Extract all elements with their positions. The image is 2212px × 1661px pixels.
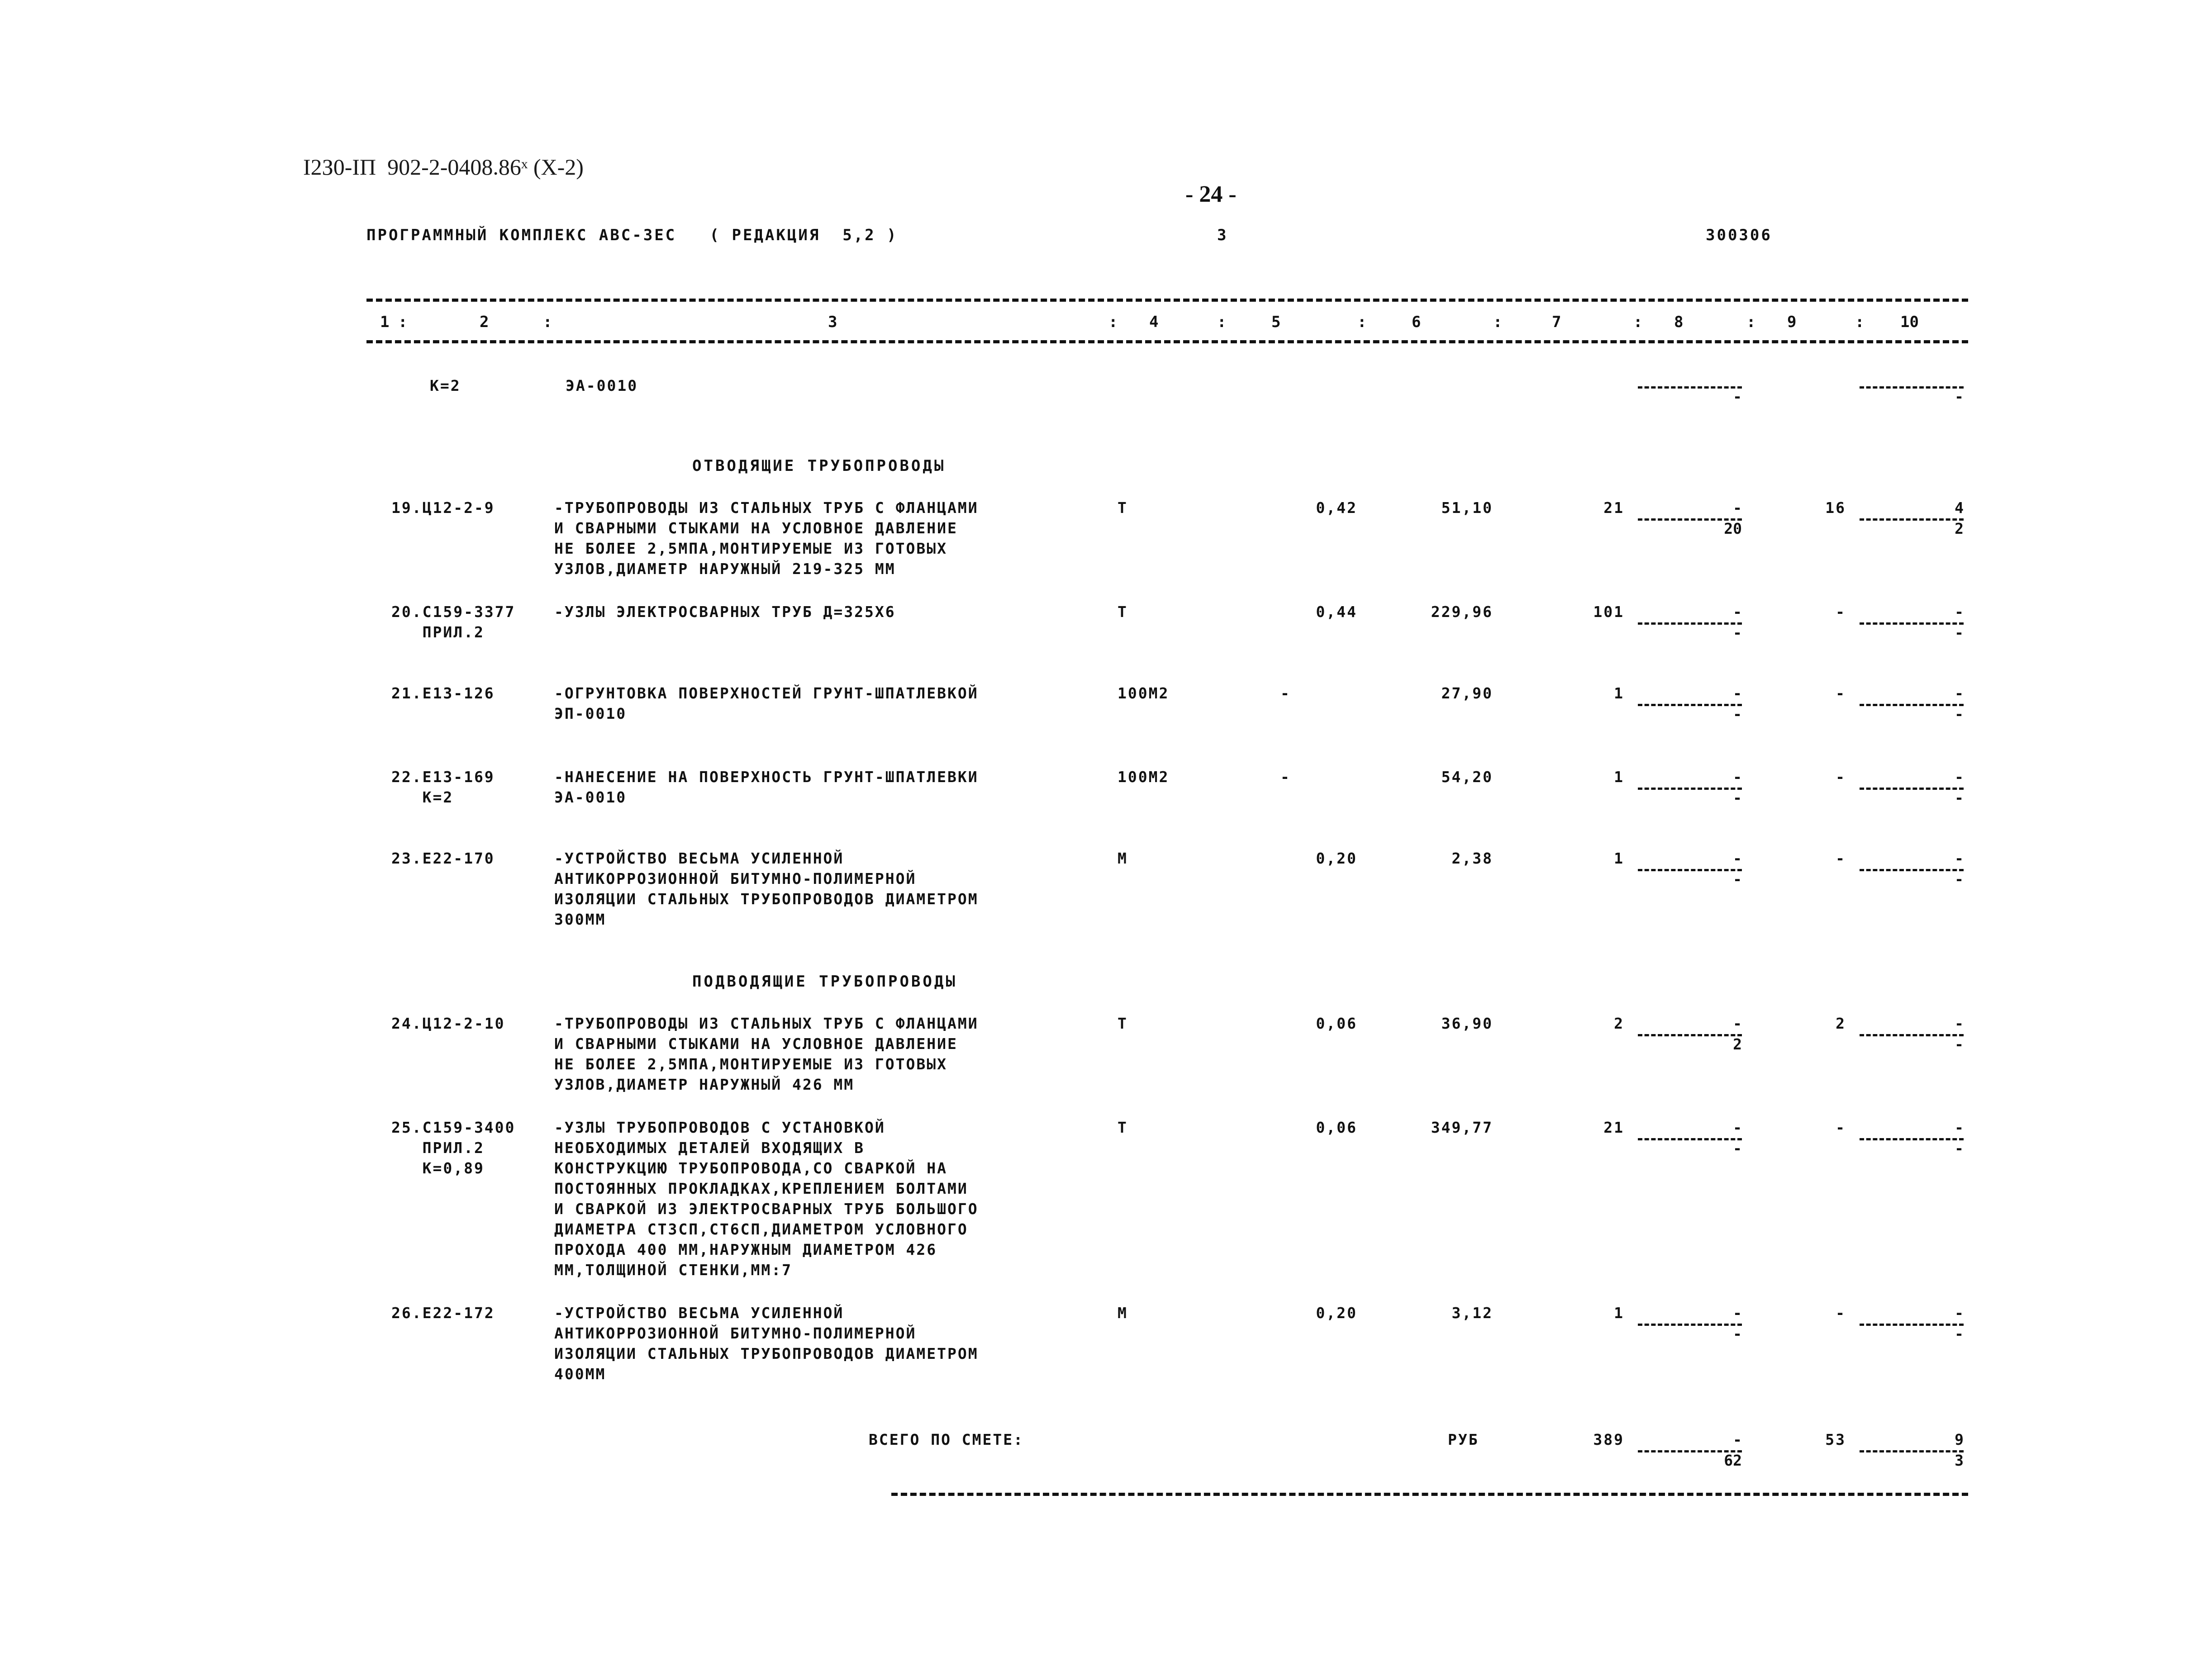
column-header-8: 8 (1674, 313, 1684, 331)
column-separator: : (398, 313, 408, 331)
row-col6: 349,77 (1431, 1119, 1493, 1136)
total-rule (891, 1493, 1968, 1496)
row-col6: 51,10 (1441, 499, 1493, 517)
row-col8: - 20 (1638, 498, 1742, 543)
section-title-inlet: ПОДВОДЯЩИЕ ТРУБОПРОВОДЫ (692, 973, 957, 991)
column-separator: : (543, 313, 552, 331)
row-col8: - - (1638, 1117, 1742, 1163)
column-separator: : (1108, 313, 1118, 331)
row-description: -УЗЛЫ ЭЛЕКТРОСВАРНЫХ ТРУБ Д=325Х6 (554, 603, 896, 621)
row-col7: 1 (1614, 1304, 1624, 1322)
section-title-outlet: ОТВОДЯЩИЕ ТРУБОПРОВОДЫ (692, 457, 946, 475)
program-title: ПРОГРАММНЫЙ КОМПЛЕКС АВС-3ЕС ( РЕДАКЦИЯ 5,2 ) (366, 226, 898, 244)
row-col8: - - (1638, 767, 1742, 812)
row-col9: 2 (1836, 1015, 1846, 1032)
row-col9: 16 (1825, 499, 1846, 517)
row-description: -УЗЛЫ ТРУБОПРОВОДОВ С УСТАНОВКОЙ НЕОБХОДИМЫХ ДЕТАЛЕЙ ВХОДЯЩИХ В КОНСТРУКЦИЮ ТРУБОПРОВОДА,СО СВАРКОЙ НА ПОСТОЯННЫХ ПРОКЛАДКАХ,КРЕПЛЕНИЕМ БОЛТАМИ И СВАРКОЙ ИЗ ЭЛЕКТРОСВАРНЫХ ТРУБ БОЛЬШОГО ДИАМЕТРА СТЗСП,СТ6СП,ДИАМЕТРОМ УСЛОВНОГО ПРОХОДА 400 ММ,НАРУЖНЫМ ДИАМЕТРОМ 426 ММ,ТОЛЩИНОЙ СТЕНКИ,ММ:7 (554, 1119, 979, 1279)
row-col9: - (1836, 603, 1846, 621)
table-top-rule (366, 299, 1968, 302)
carryover-col8: - (1638, 365, 1742, 411)
row-description: -НАНЕСЕНИЕ НА ПОВЕРХНОСТЬ ГРУНТ-ШПАТЛЕВКИ ЭА-0010 (554, 768, 979, 806)
column-header-2: 2 (480, 313, 489, 331)
table-header-rule (366, 340, 1968, 343)
column-header-7: 7 (1552, 313, 1561, 331)
carryover-code: К=2 (430, 377, 461, 394)
row-unit: Т (1118, 603, 1128, 621)
carryover-col10: - (1860, 365, 1964, 411)
column-separator: : (1633, 313, 1643, 331)
column-header-3: 3 (828, 313, 837, 331)
total-label: ВСЕГО ПО СМЕТЕ: (869, 1431, 1024, 1448)
row-col7: 1 (1614, 684, 1624, 702)
row-code: 24.Ц12-2-10 (391, 1015, 505, 1032)
page-number: - 24 - (1185, 181, 1237, 207)
column-header-10: 10 (1900, 313, 1919, 331)
column-separator: : (1855, 313, 1865, 331)
row-description: -УСТРОЙСТВО ВЕСЬМА УСИЛЕННОЙ АНТИКОРРОЗИОННОЙ БИТУМНО-ПОЛИМЕРНОЙ ИЗОЛЯЦИИ СТАЛЬНЫХ ТРУБОПРОВОДОВ ДИАМЕТРОМ 300ММ (554, 849, 979, 928)
column-header-9: 9 (1787, 313, 1797, 331)
row-description: -ОГРУНТОВКА ПОВЕРХНОСТЕЙ ГРУНТ-ШПАТЛЕВКОЙ ЭП-0010 (554, 684, 979, 722)
row-col8: - 2 (1638, 1013, 1742, 1058)
row-col6: 27,90 (1441, 684, 1493, 702)
row-col10: - - (1860, 602, 1964, 647)
row-col5: 0,06 (1316, 1015, 1357, 1032)
row-col5: - (1280, 768, 1291, 786)
row-col6: 54,20 (1441, 768, 1493, 786)
row-code: 26.Е22-172 (391, 1304, 495, 1322)
row-col9: - (1836, 1304, 1846, 1322)
row-col10: - - (1860, 848, 1964, 893)
row-col7: 1 (1614, 768, 1624, 786)
total-col9: 53 (1825, 1431, 1846, 1448)
row-col7: 1 (1614, 849, 1624, 867)
row-description: -УСТРОЙСТВО ВЕСЬМА УСИЛЕННОЙ АНТИКОРРОЗИОННОЙ БИТУМНО-ПОЛИМЕРНОЙ ИЗОЛЯЦИИ СТАЛЬНЫХ ТРУБОПРОВОДОВ ДИАМЕТРОМ 400ММ (554, 1304, 979, 1383)
row-col7: 21 (1603, 499, 1624, 517)
total-col7: 389 (1593, 1431, 1624, 1448)
row-col6: 3,12 (1451, 1304, 1493, 1322)
row-description: -ТРУБОПРОВОДЫ ИЗ СТАЛЬНЫХ ТРУБ С ФЛАНЦАМИ И СВАРНЫМИ СТЫКАМИ НА УСЛОВНОЕ ДАВЛЕНИЕ НЕ БОЛЕЕ 2,5МПА,МОНТИРУЕМЫЕ ИЗ ГОТОВЫХ УЗЛОВ,ДИАМЕТР НАРУЖНЫЙ 426 ММ (554, 1015, 979, 1093)
row-col9: - (1836, 684, 1846, 702)
column-header-6: 6 (1412, 313, 1421, 331)
row-col7: 2 (1614, 1015, 1624, 1032)
row-unit: Т (1118, 1015, 1128, 1032)
row-unit: Т (1118, 499, 1128, 517)
row-unit: 100М2 (1118, 768, 1170, 786)
row-col6: 36,90 (1441, 1015, 1493, 1032)
row-col10: - - (1860, 1303, 1964, 1348)
row-unit: М (1118, 849, 1128, 867)
column-separator: : (1357, 313, 1367, 331)
row-code: 19.Ц12-2-9 (391, 499, 495, 517)
row-code: 23.Е22-170 (391, 849, 495, 867)
row-col8: - - (1638, 1303, 1742, 1348)
row-col10: 4 2 (1860, 498, 1964, 543)
row-col9: - (1836, 1119, 1846, 1136)
row-unit: М (1118, 1304, 1128, 1322)
row-col8: - - (1638, 683, 1742, 728)
row-col5: 0,20 (1316, 849, 1357, 867)
row-col5: 0,06 (1316, 1119, 1357, 1136)
row-col10: - - (1860, 1117, 1964, 1163)
carryover-desc: ЭА-0010 (566, 377, 638, 394)
row-col10: - - (1860, 1013, 1964, 1058)
column-separator: : (1746, 313, 1756, 331)
row-col8: - - (1638, 848, 1742, 893)
document-id: I2З0-IП 902-2-0408.86ˣ (X-2) (303, 154, 584, 180)
row-unit: 100М2 (1118, 684, 1170, 702)
row-col9: - (1836, 849, 1846, 867)
row-col10: - - (1860, 683, 1964, 728)
row-col5: - (1280, 684, 1291, 702)
row-col6: 2,38 (1451, 849, 1493, 867)
column-header-1: 1 (380, 313, 390, 331)
row-col5: 0,44 (1316, 603, 1357, 621)
total-unit: РУБ (1448, 1431, 1479, 1448)
row-col6: 229,96 (1431, 603, 1493, 621)
column-separator: : (1217, 313, 1227, 331)
column-header-4: 4 (1149, 313, 1159, 331)
row-col9: - (1836, 768, 1846, 786)
row-col7: 101 (1593, 603, 1624, 621)
total-col10: 9 3 (1860, 1429, 1964, 1475)
row-description: -ТРУБОПРОВОДЫ ИЗ СТАЛЬНЫХ ТРУБ С ФЛАНЦАМИ И СВАРНЫМИ СТЫКАМИ НА УСЛОВНОЕ ДАВЛЕНИЕ НЕ БОЛЕЕ 2,5МПА,МОНТИРУЕМЫЕ ИЗ ГОТОВЫХ УЗЛОВ,ДИАМЕТР НАРУЖНЫЙ 219-325 ММ (554, 499, 979, 578)
row-col7: 21 (1603, 1119, 1624, 1136)
column-separator: : (1493, 313, 1503, 331)
document-code: 300306 (1706, 226, 1772, 244)
column-header-5: 5 (1271, 313, 1281, 331)
row-col5: 0,20 (1316, 1304, 1357, 1322)
sheet-number: 3 (1217, 226, 1228, 244)
row-unit: Т (1118, 1119, 1128, 1136)
row-code: 21.Е13-126 (391, 684, 495, 702)
row-code: 20.С159-3377 ПРИЛ.2 (391, 603, 516, 641)
row-col8: - - (1638, 602, 1742, 647)
total-col8: - 62 (1638, 1429, 1742, 1475)
row-col5: 0,42 (1316, 499, 1357, 517)
row-code: 25.С159-3400 ПРИЛ.2 К=0,89 (391, 1119, 516, 1177)
row-code: 22.Е13-169 К=2 (391, 768, 495, 806)
row-col10: - - (1860, 767, 1964, 812)
